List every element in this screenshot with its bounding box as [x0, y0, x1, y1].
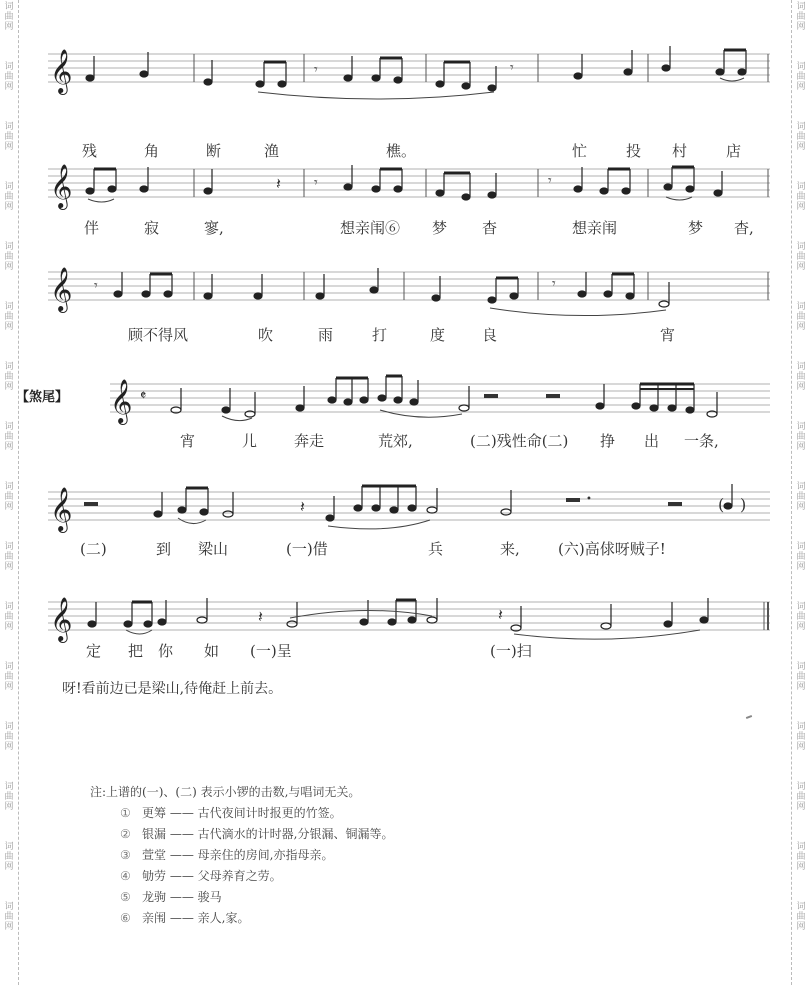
svg-text:(: ( — [718, 495, 725, 514]
watermark-left: 词 曲 网 — [4, 122, 14, 152]
lyric: 度 — [430, 326, 446, 344]
lyric: 樵。 — [386, 142, 417, 160]
staff-2 — [48, 155, 770, 215]
spoken-line: 呀!看前边已是梁山,待俺赶上前去。 — [62, 681, 283, 697]
watermark-left: 词 曲 网 — [4, 362, 14, 392]
watermark-right: 词 曲 网 — [796, 422, 806, 452]
lyric: 定 — [86, 642, 102, 660]
lyric: (一)借 — [286, 540, 328, 558]
lyric: 想亲闱 — [572, 219, 618, 237]
watermark-left: 词 曲 网 — [4, 782, 14, 812]
footnote-item — [90, 845, 393, 866]
footnote-text: 更筹 —— 古代夜间计时报更的竹签。 — [142, 806, 342, 820]
lyric: 荒郊, — [378, 432, 413, 450]
lyric: 角 — [144, 142, 160, 160]
lyric: 如 — [204, 642, 220, 660]
lyric: 梦 — [688, 219, 704, 237]
footnote-number: ④ — [120, 869, 131, 883]
footnote-text: 亲闱 —— 亲人,家。 — [142, 911, 250, 925]
watermark-right: 词 曲 网 — [796, 122, 806, 152]
svg-text:•: • — [586, 494, 592, 505]
footnote-item — [90, 866, 393, 887]
lyric: (六)高俅呀贼子! — [558, 540, 666, 558]
score-system-2 — [48, 155, 770, 250]
score-system-6 — [48, 588, 770, 668]
watermark-left: 词 曲 网 — [4, 902, 14, 932]
lyric: 断 — [206, 142, 222, 160]
footnote-text: 劬劳 —— 父母养育之劳。 — [142, 869, 282, 883]
lyric: 宵 — [660, 326, 676, 344]
lyric: 投 — [626, 142, 642, 160]
svg-text:𝄾: 𝄾 — [552, 276, 556, 292]
watermark-left: 词 曲 网 — [4, 542, 14, 572]
svg-text:𝄞: 𝄞 — [50, 487, 73, 531]
svg-text:𝄵: 𝄵 — [140, 388, 147, 404]
footnote-text: 龙驹 —— 骏马 — [142, 890, 222, 904]
watermark-right: 词 曲 网 — [796, 362, 806, 392]
lyric: 宵 — [180, 432, 196, 450]
watermark-right: 词 曲 网 — [796, 482, 806, 512]
watermark-left: 词 曲 网 — [4, 242, 14, 272]
watermark-right: 词 曲 网 — [796, 662, 806, 692]
lyric: 吹 — [258, 326, 274, 344]
section-label: 【煞尾】 — [16, 390, 69, 405]
score-system-3 — [48, 258, 770, 353]
watermark-left: 词 曲 网 — [4, 422, 14, 452]
score-system-1 — [48, 40, 770, 160]
watermark-right: 词 曲 网 — [796, 302, 806, 332]
lyric: 打 — [372, 326, 388, 344]
lyric: (一)扫 — [490, 642, 532, 660]
watermark-left: 词 曲 网 — [4, 182, 14, 212]
svg-text:𝄽: 𝄽 — [498, 605, 503, 624]
lyric: 良 — [482, 326, 498, 344]
lyric: 寥, — [204, 219, 224, 237]
footnote-number: ③ — [120, 848, 131, 862]
footnote-number: ⑥ — [120, 911, 131, 925]
staff-5 — [48, 478, 770, 538]
svg-text:𝄾: 𝄾 — [314, 62, 318, 78]
lyric: 你 — [158, 642, 174, 660]
lyric: 忙 — [572, 142, 588, 160]
lyric: (一)呈 — [250, 642, 292, 660]
lyric: 残 — [82, 142, 98, 160]
watermark-left: 词 曲 网 — [4, 302, 14, 332]
ink-mark — [746, 715, 752, 719]
watermark-right: 词 曲 网 — [796, 782, 806, 812]
footnotes — [90, 782, 393, 929]
lyric: 村 — [672, 142, 688, 160]
footnote-item — [90, 824, 393, 845]
svg-text:𝄽: 𝄽 — [258, 607, 263, 626]
lyric: 来, — [500, 540, 520, 558]
watermark-right: 词 曲 网 — [796, 842, 806, 872]
svg-text:𝄞: 𝄞 — [110, 379, 133, 423]
watermark-left: 词 曲 网 — [4, 482, 14, 512]
lyric: 把 — [128, 642, 144, 660]
watermark-left: 词 曲 网 — [4, 722, 14, 752]
lyric: 出 — [644, 432, 660, 450]
watermark-right: 词 曲 网 — [796, 722, 806, 752]
watermark-left: 词 曲 网 — [4, 842, 14, 872]
svg-text:𝄾: 𝄾 — [510, 60, 514, 76]
lyric: 雨 — [318, 326, 334, 344]
svg-text:𝄞: 𝄞 — [50, 164, 73, 208]
svg-text:): ) — [740, 495, 747, 514]
staff-1 — [48, 40, 770, 100]
lyric: 挣 — [600, 432, 616, 450]
footnote-item — [90, 908, 393, 929]
lyric: 奔走 — [294, 432, 325, 450]
svg-text:𝄞: 𝄞 — [50, 49, 73, 93]
footnote-number: ① — [120, 806, 131, 820]
watermark-right: 词 曲 网 — [796, 542, 806, 572]
svg-text:𝄽: 𝄽 — [276, 174, 281, 193]
staff-3 — [48, 258, 770, 318]
lyric: 顾不得风 — [128, 326, 189, 344]
lyric: 想亲闱⑥ — [340, 219, 401, 237]
watermark-right: 词 曲 网 — [796, 62, 806, 92]
svg-text:𝄽: 𝄽 — [300, 497, 305, 516]
svg-text:𝄾: 𝄾 — [94, 278, 98, 294]
staff-4 — [110, 370, 770, 430]
footnote-text: 萱堂 —— 母亲住的房间,亦指母亲。 — [142, 848, 334, 862]
watermark-right: 词 曲 网 — [796, 902, 806, 932]
watermark-left: 词 曲 网 — [4, 2, 14, 32]
lyric: 到 — [156, 540, 172, 558]
watermark-left: 词 曲 网 — [4, 662, 14, 692]
watermark-right: 词 曲 网 — [796, 2, 806, 32]
watermark-right: 词 曲 网 — [796, 182, 806, 212]
watermark-left: 词 曲 网 — [4, 602, 14, 632]
score-system-4 — [110, 370, 770, 460]
lyric: 店 — [726, 142, 742, 160]
footnote-number: ② — [120, 827, 131, 841]
watermark-right: 词 曲 网 — [796, 242, 806, 272]
footnote-text: 银漏 —— 古代滴水的计时器,分银漏、铜漏等。 — [142, 827, 394, 841]
staff-6 — [48, 588, 770, 648]
lyric: 寂 — [144, 219, 160, 237]
lyric: 兵 — [428, 540, 444, 558]
watermark-left: 词 曲 网 — [4, 62, 14, 92]
lyric: 渔 — [264, 142, 280, 160]
lyric: (二)残性命(二) — [470, 432, 569, 450]
footnote-title: 注:上谱的(一)、(二) 表示小锣的击数,与唱词无关。 — [90, 785, 361, 799]
lyric: 杳 — [482, 219, 498, 237]
svg-text:𝄞: 𝄞 — [50, 597, 73, 641]
lyric: 杳, — [734, 219, 754, 237]
watermark-right: 词 曲 网 — [796, 602, 806, 632]
lyric: 一条, — [684, 432, 719, 450]
lyric: 梁山 — [198, 540, 229, 558]
lyric: 伴 — [84, 219, 100, 237]
footnote-number: ⑤ — [120, 890, 131, 904]
svg-text:𝄞: 𝄞 — [50, 267, 73, 311]
lyric: 儿 — [242, 432, 258, 450]
svg-text:𝄾: 𝄾 — [314, 175, 318, 191]
footnote-item — [90, 887, 393, 908]
svg-text:𝄾: 𝄾 — [548, 173, 552, 189]
footnote-item — [90, 803, 393, 824]
score-system-5 — [48, 478, 770, 568]
lyric: 梦 — [432, 219, 448, 237]
lyric: (二) — [80, 540, 107, 558]
